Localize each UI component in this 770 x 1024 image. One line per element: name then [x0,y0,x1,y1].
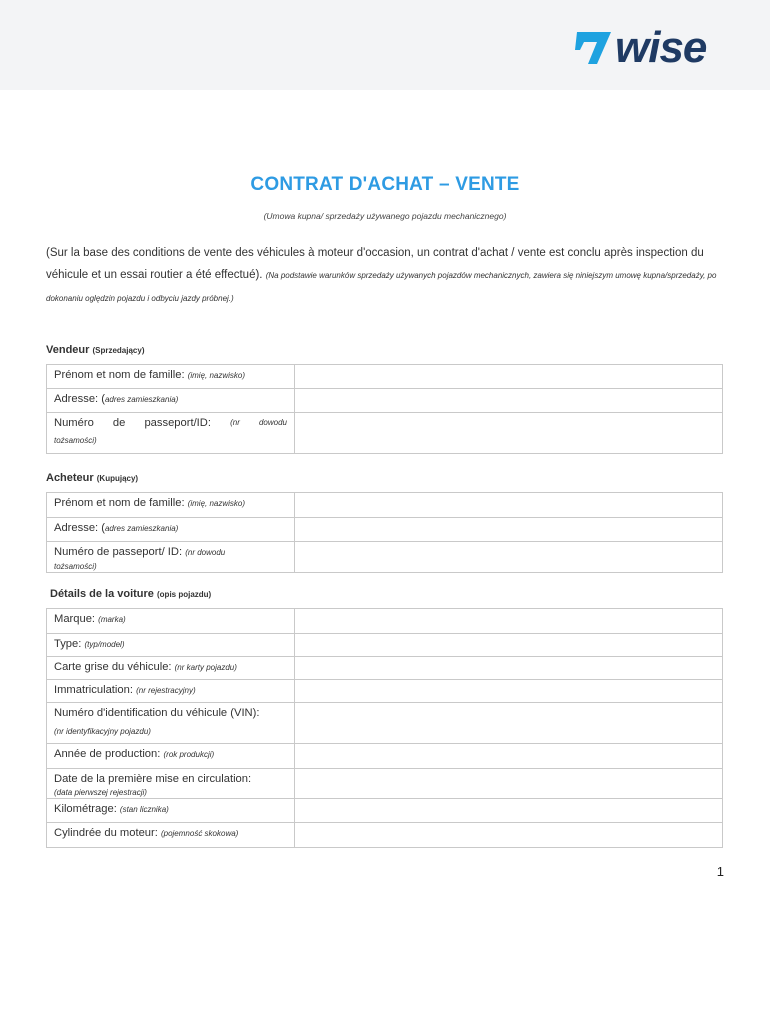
table-row [47,518,723,542]
wise-logo-text: wise [615,23,707,70]
buyer-name-field[interactable] [295,493,723,518]
intro-fr: (Sur la base des conditions de vente des véhicules à moteur d'occasion, un contrat d'achat / vente est conclu après inspection du véhicule et un essai routier a été effectué). [46,247,704,281]
wise-flag-icon [575,32,611,64]
car-type-field[interactable] [295,634,723,657]
buyer-passport-label: Numéro de passeport/ ID: (nr dowodu tożsamości) [47,542,295,573]
document-title: CONTRAT D'ACHAT – VENTE [250,174,520,195]
buyer-table [46,492,723,573]
car-plate-label: Immatriculation: (nr rejestracyjny) [47,680,295,703]
table-row [47,680,723,703]
car-first-registration-field[interactable] [295,769,723,799]
intro-pl: (Na podstawie warunków sprzedaży używanych pojazdów mechanicznych, zawiera się niniejszym umowę kupna/sprzedaży, po dokonaniu oględzin pojazdu i odbyciu jazdy próbnej.) [46,271,717,303]
car-table [46,608,723,848]
table-row [47,823,723,848]
seller-passport-field[interactable] [295,413,723,454]
car-registration-card-field[interactable] [295,657,723,680]
seller-passport-label: Numéro de passeport/ID: (nr dowodu tożsamości) [47,413,295,454]
seller-name-label: Prénom et nom de famille: (imię, nazwisko) [47,365,295,389]
wise-logo [575,22,753,70]
seller-address-label: Adresse: (adres zamieszkania) [47,389,295,413]
seller-title-pl: (Sprzedający) [92,346,145,355]
table-row [47,493,723,518]
car-plate-field[interactable] [295,680,723,703]
buyer-passport-field[interactable] [295,542,723,573]
table-row [47,389,723,413]
car-brand-field[interactable] [295,609,723,634]
seller-table [46,364,723,454]
intro-paragraph [46,242,726,310]
car-title-pl: (opis pojazdu) [157,590,212,599]
car-mileage-field[interactable] [295,799,723,823]
car-title: Détails de la voiture [50,588,154,600]
car-section-title [50,588,211,600]
buyer-title: Acheteur [46,472,94,484]
car-vin-field[interactable] [295,703,723,744]
table-row [47,744,723,769]
table-row [47,609,723,634]
seller-title: Vendeur [46,344,90,356]
table-row [47,542,723,573]
seller-address-field[interactable] [295,389,723,413]
buyer-address-field[interactable] [295,518,723,542]
car-year-field[interactable] [295,744,723,769]
table-row [47,365,723,389]
table-row [47,799,723,823]
car-year-label: Année de production: (rok produkcji) [47,744,295,769]
table-row [47,634,723,657]
seller-name-field[interactable] [295,365,723,389]
car-registration-card-label: Carte grise du véhicule: (nr karty pojazdu) [47,657,295,680]
buyer-title-pl: (Kupujący) [96,474,139,483]
document-subtitle: (Umowa kupna/ sprzedaży używanego pojazdu mechanicznego) [263,211,507,221]
page-number: 1 [716,864,724,879]
car-first-registration-label: Date de la première mise en circulation: (data pierwszej rejestracji) [47,769,295,799]
car-engine-field[interactable] [295,823,723,848]
buyer-section-title [46,472,138,484]
table-row [47,413,723,454]
car-mileage-label: Kilométrage: (stan licznika) [47,799,295,823]
buyer-name-label: Prénom et nom de famille: (imię, nazwisko) [47,493,295,518]
table-row [47,769,723,799]
car-engine-label: Cylindrée du moteur: (pojemność skokowa) [47,823,295,848]
table-row [47,657,723,680]
buyer-address-label: Adresse: (adres zamieszkania) [47,518,295,542]
car-brand-label: Marque: (marka) [47,609,295,634]
table-row [47,703,723,744]
car-vin-label: Numéro d'identification du véhicule (VIN): (nr identyfikacyjny pojazdu) [47,703,295,744]
seller-section-title [46,344,145,356]
car-type-label: Type: (typ/model) [47,634,295,657]
